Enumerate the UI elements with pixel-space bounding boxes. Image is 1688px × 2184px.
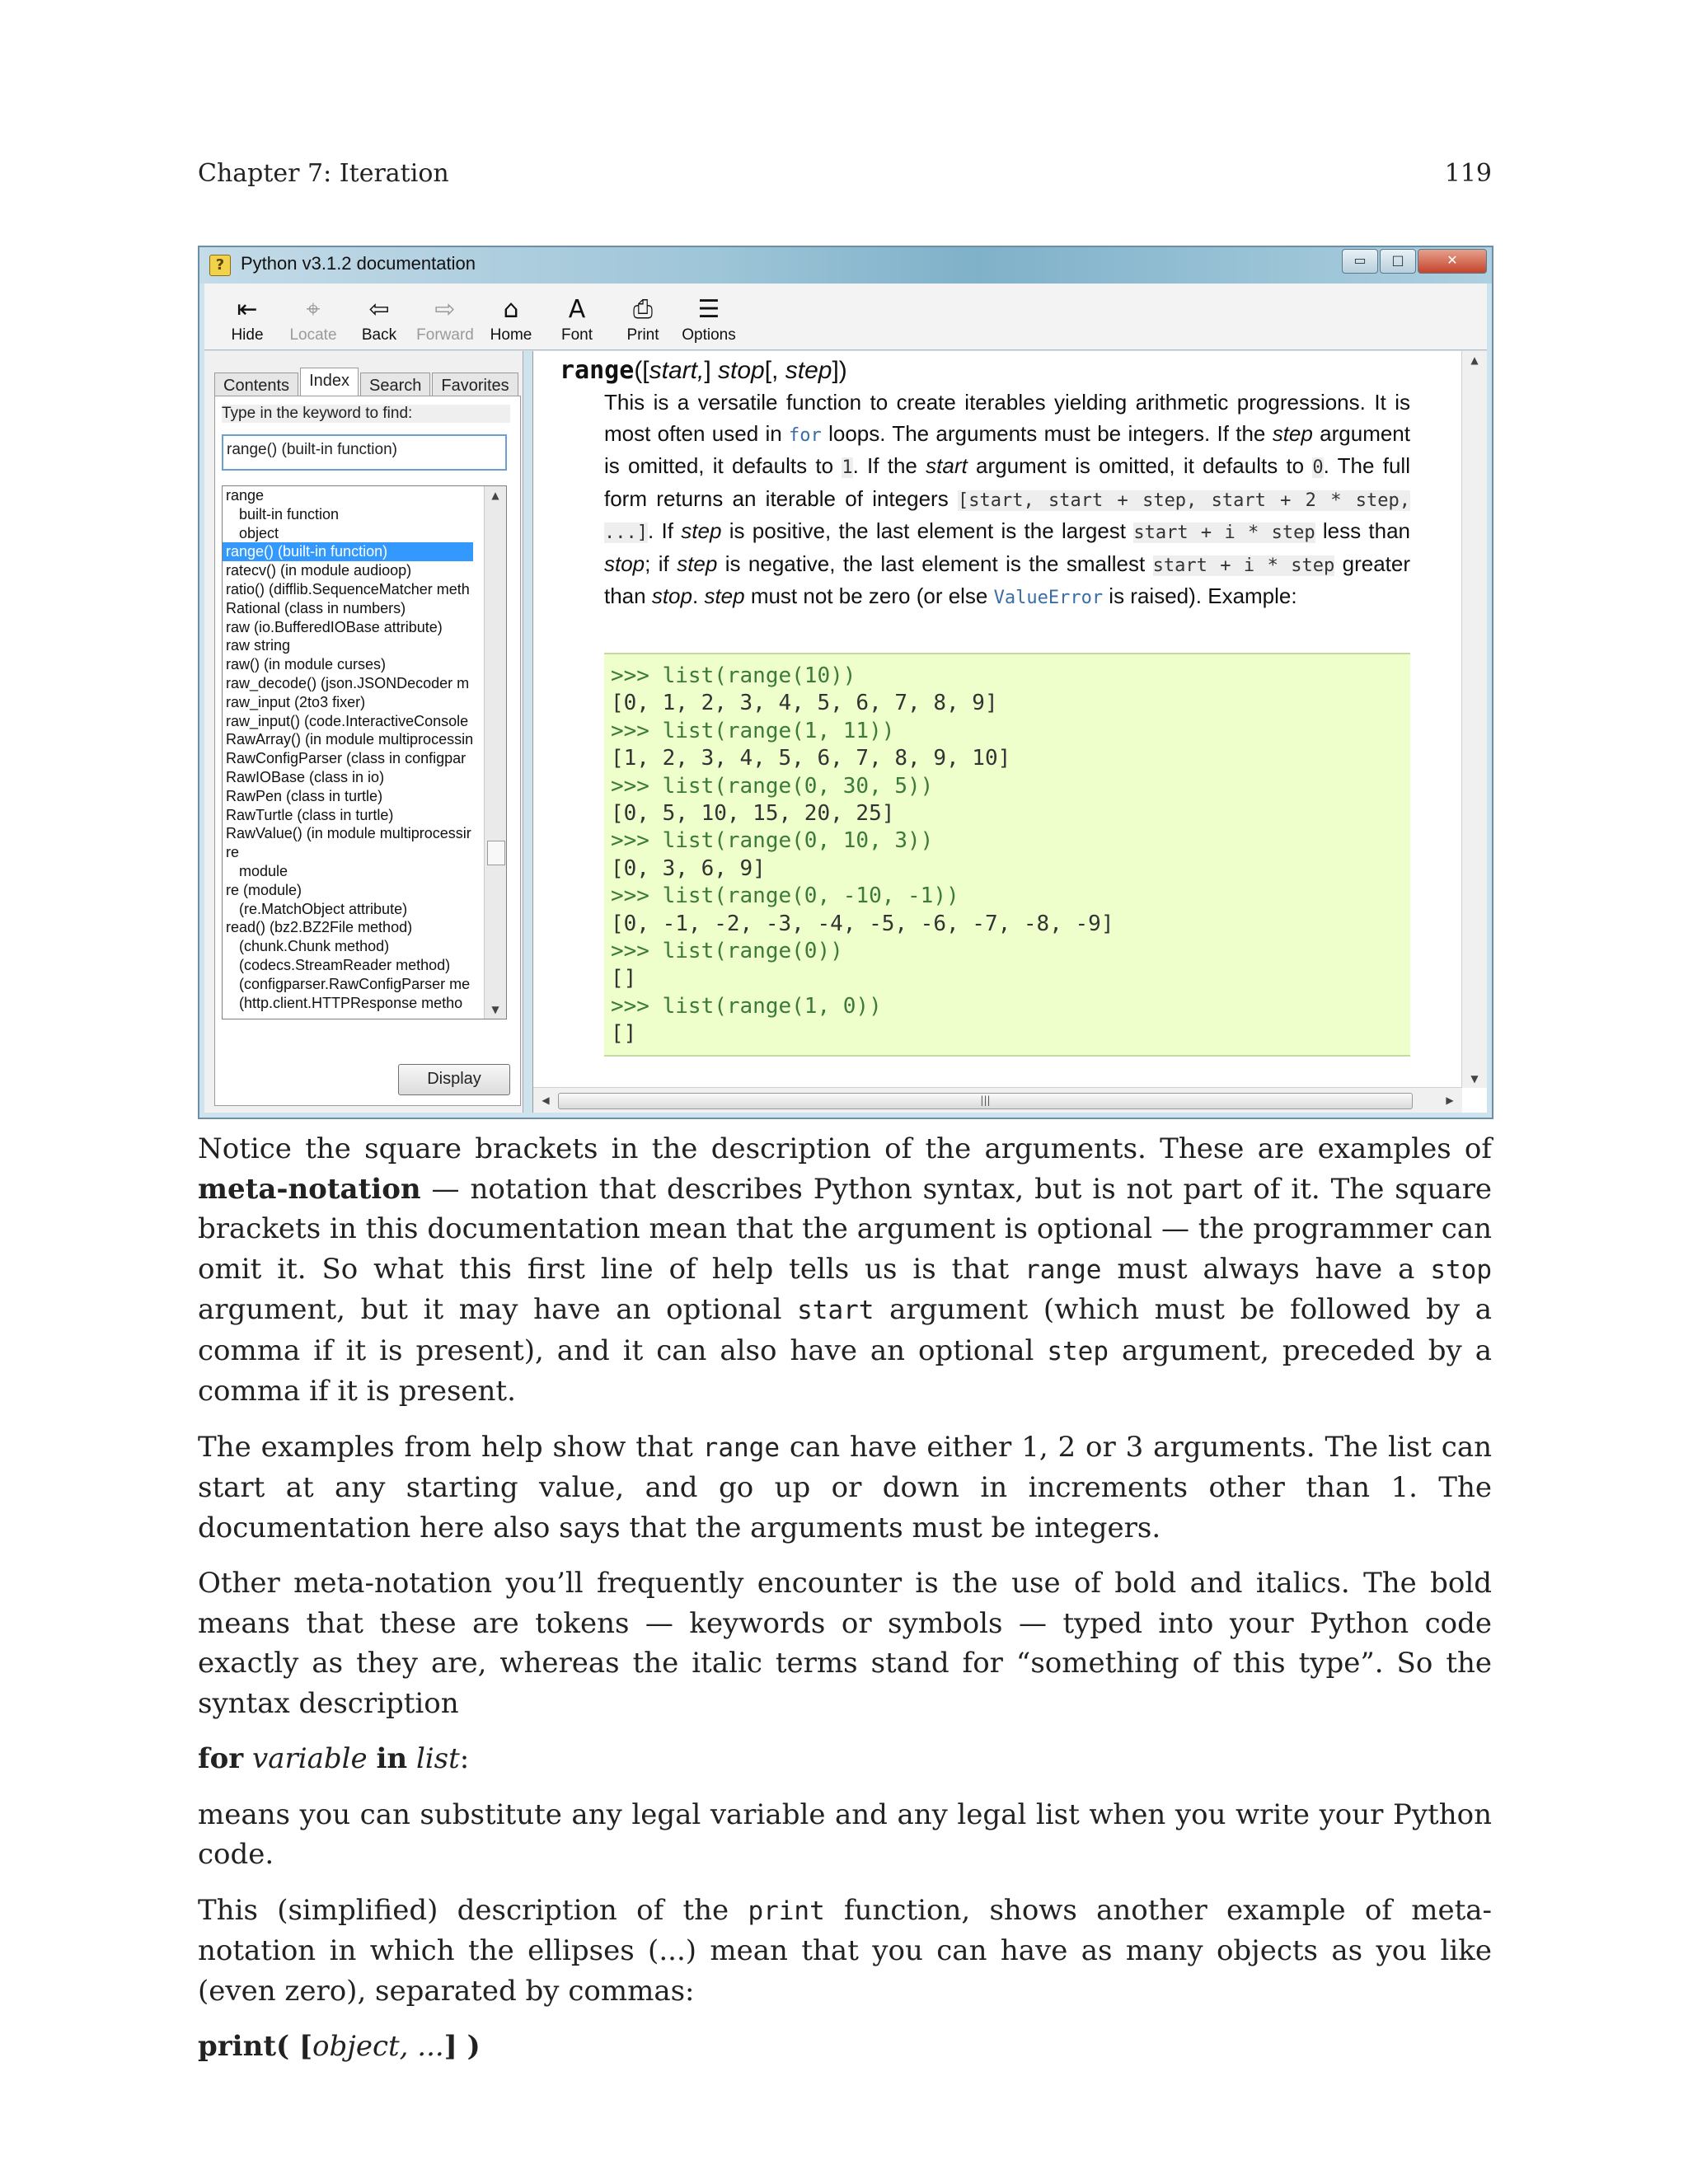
- text-run: is raised). Example:: [1103, 583, 1297, 608]
- code-line: [0, 3, 6, 9]: [611, 855, 766, 881]
- text-run: list: [415, 1742, 460, 1775]
- text-run: start: [926, 453, 968, 478]
- text-run: must not be zero (or else: [744, 583, 994, 608]
- tab-search[interactable]: Search: [360, 373, 430, 396]
- text-run: is negative, the last element is the smallest: [717, 551, 1153, 576]
- text-run: The examples from help show that: [198, 1430, 703, 1464]
- index-list-item[interactable]: RawConfigParser (class in configpar: [226, 750, 467, 767]
- code-line: >>> list(range(0, 10, 3)): [611, 828, 934, 854]
- text-run: must always have a: [1101, 1252, 1431, 1286]
- paragraph-meta-notation: [198, 1129, 1492, 1412]
- text-run: step: [677, 551, 718, 576]
- inline-code: print: [748, 1896, 825, 1926]
- code-line: >>> list(range(0, -10, -1)): [611, 883, 959, 909]
- index-list-item[interactable]: (re.MatchObject attribute): [239, 900, 408, 917]
- minimize-button[interactable]: ▭: [1342, 249, 1378, 274]
- index-list-item[interactable]: object: [239, 524, 279, 541]
- text-run: — notation that describes Python syntax, but is not part of it. The square brackets in this documentation mean that the argument is optional — the programmer can omit it. So what this first line of help tells us is that: [198, 1172, 1492, 1286]
- sig-close: ]): [832, 357, 847, 384]
- index-list-item[interactable]: raw (io.BufferedIOBase attribute): [226, 618, 443, 635]
- scroll-left-icon[interactable]: ◀: [542, 1094, 550, 1106]
- scroll-down-icon[interactable]: ▼: [1470, 1073, 1479, 1085]
- index-list-item[interactable]: (codecs.StreamReader method): [239, 956, 451, 973]
- index-list-item[interactable]: (configparser.RawConfigParser me: [239, 975, 471, 992]
- window-titlebar[interactable]: [199, 247, 1492, 284]
- index-list-item[interactable]: ratio() (difflib.SequenceMatcher meth: [226, 580, 470, 598]
- inline-code: step: [1047, 1336, 1109, 1366]
- close-button[interactable]: ✕: [1418, 249, 1487, 274]
- toolbar-hide-button[interactable]: [216, 284, 279, 349]
- code-line: >>> list(range(0)): [611, 939, 843, 964]
- window-controls: [1342, 249, 1487, 274]
- index-list-item[interactable]: ratecv() (in module audioop): [226, 562, 412, 579]
- index-list-item[interactable]: raw_decode() (json.JSONDecoder m: [226, 674, 470, 691]
- index-list-item[interactable]: raw_input() (code.InteractiveConsole: [226, 712, 469, 729]
- hide-icon: ⇤: [237, 295, 258, 324]
- code-example: [604, 653, 1410, 1057]
- text-run: variable: [252, 1742, 368, 1775]
- text-run: greater than: [604, 551, 1411, 608]
- doc-content: [533, 351, 1462, 1088]
- text-run: stop: [651, 583, 692, 608]
- text-run: argument (which must be followed by a comma if it is present), and it can also have an optional: [198, 1293, 1492, 1367]
- toolbar-label: Options: [682, 326, 736, 344]
- text-run: Other meta-notation you’ll frequently encounter is the use of bold and italics. The bold means that these are tokens — keywords or symbols — typed into your Python code exactly as they are, whereas the italic terms stand for “something of this type”. So the syntax description: [198, 1567, 1492, 1720]
- page-number: 119: [1444, 158, 1492, 188]
- inline-code: 0: [1312, 457, 1324, 478]
- function-description: [604, 387, 1410, 614]
- tab-index[interactable]: Index: [300, 368, 359, 396]
- index-list-item[interactable]: Rational (class in numbers): [226, 599, 406, 616]
- index-list-item[interactable]: raw() (in module curses): [226, 656, 387, 673]
- code-line: >>> list(range(0, 30, 5)): [611, 773, 934, 799]
- index-list-item[interactable]: built-in function: [239, 505, 340, 523]
- toolbar-forward-button[interactable]: [414, 284, 476, 349]
- inline-code[interactable]: ValueError: [993, 588, 1104, 608]
- toolbar-print-button[interactable]: [612, 284, 674, 349]
- index-scrollbar[interactable]: [484, 486, 506, 1019]
- text-run: argument is omitted, it defaults to: [604, 420, 1410, 478]
- inline-code: range: [1025, 1254, 1102, 1285]
- text-run: means you can substitute any legal variable and any legal list when you write your Python code.: [198, 1797, 1492, 1871]
- scroll-right-icon[interactable]: ▶: [1446, 1094, 1454, 1106]
- scroll-up-icon[interactable]: ▲: [1470, 354, 1479, 366]
- content-vertical-scrollbar[interactable]: [1461, 351, 1487, 1088]
- toolbar-label: Back: [361, 326, 397, 344]
- text-run: :: [459, 1742, 470, 1775]
- tab-favorites[interactable]: Favorites: [432, 373, 518, 396]
- sig-bracket: [,: [764, 357, 785, 384]
- text-run: object, ...: [312, 2030, 444, 2063]
- toolbar-options-button[interactable]: [678, 284, 740, 349]
- code-line: >>> list(range(1, 11)): [611, 718, 895, 743]
- text-run: function, shows another example of meta-notation in which the ellipses (...) mean that you can have as many objects as you like (even zero), separated by commas:: [198, 1893, 1492, 2008]
- text-run: print( [: [198, 2030, 313, 2063]
- function-name: range: [560, 356, 635, 385]
- toolbar: [204, 284, 1487, 350]
- text-run: loops. The arguments must be integers. If the: [821, 420, 1273, 446]
- sig-stop: stop: [718, 357, 765, 384]
- window-title: Python v3.1.2 documentation: [241, 253, 476, 274]
- text-run: [407, 1742, 416, 1775]
- index-list-item[interactable]: raw string: [226, 637, 291, 654]
- index-list-item[interactable]: module: [239, 862, 288, 879]
- text-run: ; if: [645, 551, 678, 576]
- index-list-item[interactable]: raw_input (2to3 fixer): [226, 693, 366, 710]
- text-run: step: [704, 583, 745, 608]
- text-run: . If the: [852, 453, 926, 478]
- index-items: [223, 486, 506, 1012]
- text-run: argument, preceded by a comma if it is present.: [198, 1333, 1492, 1408]
- help-app-icon: ?: [209, 255, 231, 276]
- sig-step: step: [785, 357, 832, 384]
- text-run: argument, but it may have an optional: [198, 1293, 798, 1326]
- chapter-title: Chapter 7: Iteration: [198, 158, 449, 188]
- inline-code: 1: [842, 457, 853, 478]
- font-icon: A: [568, 295, 586, 324]
- print-icon: ⎙: [633, 295, 653, 324]
- content-horizontal-scrollbar[interactable]: [533, 1087, 1462, 1113]
- text-run: [368, 1742, 377, 1775]
- paragraph-substitute: [198, 1795, 1492, 1875]
- text-run: in: [376, 1742, 408, 1775]
- scroll-down-icon[interactable]: ▼: [491, 1004, 499, 1015]
- toolbar-locate-button[interactable]: [282, 284, 345, 349]
- code-line: [0, 1, 2, 3, 4, 5, 6, 7, 8, 9]: [611, 691, 998, 716]
- content-pane: [532, 351, 1487, 1113]
- text-run: This is a versatile function to create iterables yielding arithmetic progressions. It is most often used in: [604, 390, 1410, 446]
- index-list-item[interactable]: re: [226, 844, 240, 861]
- text-run: ] ): [443, 2030, 481, 2063]
- text-run: for: [198, 1742, 244, 1775]
- syntax-for-loop: [198, 1739, 1492, 1779]
- text-run: . The full form returns an iterable of integers: [604, 453, 1410, 511]
- toolbar-back-button[interactable]: [348, 284, 410, 349]
- code-line: [0, 5, 10, 15, 20, 25]: [611, 801, 895, 827]
- body-text: [198, 1129, 1492, 2083]
- page-header: [198, 155, 1492, 191]
- inline-code: start + i * step: [1133, 523, 1315, 543]
- text-run: Notice the square brackets in the description of the arguments. These are examples of: [198, 1132, 1492, 1165]
- syntax-print: [198, 2027, 1492, 2067]
- text-run: can have either 1, 2 or 3 arguments. The list can start at any starting value, and go up or down in increments other than 1. The documentation here also says that the arguments must be integers.: [198, 1430, 1492, 1544]
- index-tab-panel: [214, 396, 521, 1106]
- index-list[interactable]: [222, 485, 507, 1019]
- toolbar-label: Hide: [231, 326, 264, 344]
- text-run: is positive, the last element is the largest: [721, 518, 1134, 543]
- toolbar-home-button[interactable]: [480, 284, 542, 349]
- display-button[interactable]: Display: [398, 1064, 510, 1095]
- paragraph-bold-italics: [198, 1563, 1492, 1723]
- index-scroll-thumb[interactable]: [487, 841, 505, 865]
- index-list-item[interactable]: RawArray() (in module multiprocessin: [226, 731, 473, 748]
- keyword-label: Type in the keyword to find:: [222, 405, 510, 423]
- code-line: [1, 2, 3, 4, 5, 6, 7, 8, 9, 10]: [611, 746, 1011, 771]
- inline-code[interactable]: for: [789, 424, 822, 446]
- locate-icon: ⌖: [306, 295, 321, 324]
- toolbar-font-button[interactable]: [546, 284, 608, 349]
- function-signature: [560, 356, 847, 385]
- options-icon: ☰: [697, 295, 720, 324]
- home-icon: ⌂: [503, 295, 519, 324]
- code-line: >>> list(range(10)): [611, 663, 856, 688]
- index-list-item[interactable]: RawValue() (in module multiprocessir: [226, 825, 471, 842]
- toolbar-label: Home: [490, 326, 532, 344]
- index-list-item[interactable]: read() (bz2.BZ2File method): [226, 919, 413, 936]
- index-list-item[interactable]: (http.client.HTTPResponse metho: [239, 994, 463, 1011]
- paragraph-print: [198, 1891, 1492, 2012]
- code-line: [0, -1, -2, -3, -4, -5, -6, -7, -8, -9]: [611, 911, 1114, 936]
- sig-open: ([: [634, 357, 649, 384]
- code-line: []: [611, 966, 637, 991]
- paragraph-examples: [198, 1427, 1492, 1549]
- toolbar-label: Font: [560, 326, 593, 344]
- python-docs-window: [198, 246, 1493, 1119]
- index-list-item[interactable]: RawPen (class in turtle): [226, 787, 383, 804]
- scroll-up-icon[interactable]: ▲: [491, 490, 499, 501]
- toolbar-label: Locate: [289, 326, 337, 344]
- text-run: argument is omitted, it defaults to: [967, 453, 1313, 478]
- text-run: step: [681, 518, 722, 543]
- sig-start: start,: [649, 357, 705, 384]
- toolbar-label: Print: [626, 326, 659, 344]
- text-run: less than: [1315, 518, 1411, 543]
- inline-code: start: [797, 1296, 874, 1325]
- horizontal-scroll-thumb[interactable]: |||: [558, 1093, 1413, 1109]
- index-list-item[interactable]: range() (built-in function): [223, 542, 473, 561]
- forward-arrow-icon: ⇨: [434, 295, 456, 324]
- code-line: []: [611, 1021, 637, 1047]
- text-run: [243, 1742, 252, 1775]
- tab-contents[interactable]: Contents: [214, 373, 298, 396]
- inline-code: range: [702, 1432, 780, 1463]
- inline-code: start + i * step: [1152, 555, 1335, 576]
- text-run: . If: [647, 518, 682, 543]
- text-run: meta-notation: [198, 1172, 421, 1206]
- inline-code: [start, start + step, start + 2 * step, ...]: [604, 490, 1410, 543]
- back-arrow-icon: ⇦: [368, 295, 390, 324]
- index-list-item[interactable]: (chunk.Chunk method): [239, 938, 390, 955]
- maximize-button[interactable]: □: [1380, 249, 1416, 274]
- text-run: .: [692, 583, 705, 608]
- text-run: step: [1272, 420, 1313, 446]
- nav-tabs: [214, 373, 520, 396]
- toolbar-label: Forward: [416, 326, 474, 344]
- keyword-input[interactable]: range() (built-in function): [222, 434, 507, 471]
- text-run: stop: [604, 551, 645, 576]
- index-list-item[interactable]: range: [226, 487, 265, 504]
- text-run: This (simplified) description of the: [198, 1893, 748, 1927]
- sig-mid: ]: [704, 357, 718, 384]
- index-list-item[interactable]: RawIOBase (class in io): [226, 768, 385, 785]
- index-list-item[interactable]: re (module): [226, 881, 302, 898]
- index-list-item[interactable]: RawTurtle (class in turtle): [226, 806, 394, 823]
- code-line: >>> list(range(1, 0)): [611, 993, 882, 1019]
- navigation-pane: [204, 351, 523, 1113]
- inline-code: stop: [1430, 1254, 1492, 1285]
